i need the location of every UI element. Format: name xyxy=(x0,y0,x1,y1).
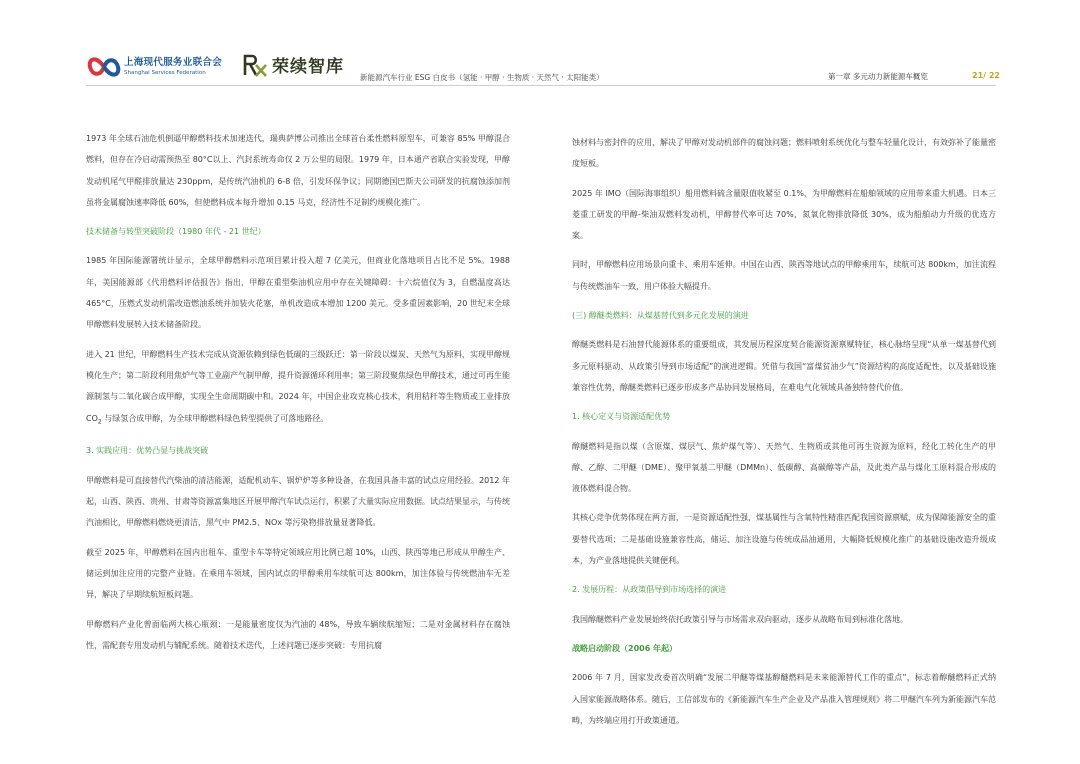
header-divider xyxy=(86,85,996,86)
subsection-heading: 战略启动阶段（2006 年起） xyxy=(572,643,678,653)
federation-name-en: Shanghai Services Federation xyxy=(124,69,206,76)
paragraph: 醇醚燃料是指以煤（含原煤、煤层气、焦炉煤气等）、天然气、生物质或其他可再生资源为原料，经化工转化生产的甲醇、乙醇、二甲醚（DME）、聚甲氧基二甲醚（DMMn）、低碳醇、高碳醇等产品，及此类产品与煤化工原料混合形成的液体燃料混合物。 xyxy=(572,441,996,494)
paragraph: 蚀材料与密封件的应用，解决了甲醇对发动机部件的腐蚀问题；燃料喷射系统优化与整车轻量化设计，有效弥补了能量密度短板。 xyxy=(572,138,996,169)
section-heading: 1. 核心定义与资源适配优势 xyxy=(572,412,671,422)
brand-name: 荣续智库 xyxy=(272,57,344,77)
paragraph-text: 进入 21 世纪，甲醇燃料生产技术完成从资源依赖到绿色低碳的三级跃迁：第一阶段以煤炭、天然气为原料，实现甲醇规模化生产；第二阶段利用焦炉气等工业副产气制甲醇，提升资源循环利用率；第三阶段聚焦绿色甲醇技术，通过可再生能源制氢与二氧化碳合成甲醇，实现全生命周期碳中和。2024 年，中国企业攻克核心技术，利用秸秆等生物质或工业排放 CO xyxy=(86,349,510,423)
paragraph: 2006 年 7 月，国家发改委首次明确“发展二甲醚等煤基醇醚燃料是未来能源替代工作的重点”，标志着醇醚燃料正式纳入国家能源战略体系。随后，工信部发布的《新能源汽车生产企业及产品准入管理规则》将二甲醚汽车列为新能源汽车范畴，为终端应用打开政策通道。 xyxy=(572,673,996,725)
federation-logo xyxy=(86,51,222,83)
page-header xyxy=(0,0,1080,100)
paragraph: 甲醇燃料是可直接替代汽柴油的清洁能源，适配机动车、锅炉炉等多种设备，在我国具备丰富的试点应用经验。2012 年起，山西、陕西、贵州、甘肃等资源富集地区开展甲醇汽车试点运行，积累了大量实际应用数据。试点结果显示，与传统汽油相比，甲醇燃料燃烧更清洁，黑气中 PM2.5、NOx 等污染物排放量显著降低。 xyxy=(86,475,510,528)
federation-name: 上海现代服务业联合会 xyxy=(124,57,223,68)
federation-logo-icon xyxy=(86,51,122,83)
rx-logo-icon xyxy=(242,53,268,77)
paragraph: 甲醇燃料产业化曾面临两大核心瓶颈：一是能量密度仅为汽油的 48%，导致车辆续航缩短；二是对金属材料存在腐蚀性，需配套专用发动机与辅配系统。随着技术迭代，上述问题已逐步突破：专用抗腐 xyxy=(86,619,510,650)
paragraph: 我国醇醚燃料产业发展始终依托政策引导与市场需求双向驱动，逐步从战略布局到标准化落地。 xyxy=(572,614,908,624)
paragraph: 截至 2025 年，甲醇燃料在国内出租车、重型卡车等特定领域应用比例已超 10%，山西、陕西等地已形成从甲醇生产、储运到加注应用的完整产业链。在乘用车领域，国内试点的甲醇乘用车续航可达 800km，加注体验与传统燃油车无差异，解决了早期续航短板问题。 xyxy=(86,547,510,600)
subscript: 2 xyxy=(97,418,102,426)
paragraph: 同时，甲醇燃料应用场景向重卡、乘用车延伸。中国在山西、陕西等地试点的甲醇乘用车，续航可达 800km，加注流程与传统燃油车一致，用户体验大幅提升。 xyxy=(572,260,996,291)
left-column xyxy=(86,128,510,664)
section-heading: 3. 实践应用：优势凸显与挑战突破 xyxy=(86,446,209,456)
section-heading: (三) 醇醚类燃料：从煤基替代到多元化发展的演进 xyxy=(572,311,749,321)
paragraph: 其核心竞争优势体现在两方面，一是资源适配性强，煤基属性与含氧特性精准匹配我国资源禀赋，成为保障能源安全的重要替代选项；二是基础设施兼容性高，储运、加注设施与传统成品油通用，大幅降低规模化推广的基础设施改造升级成本，为产业落地提供关键便利。 xyxy=(572,513,996,566)
document-title: 新能源汽车行业 ESG 白皮书（氢能 · 甲醇 · 生物质 · 天然气 · 太阳能类） xyxy=(360,73,604,82)
paragraph-text: 与绿氢合成甲醇，为全球甲醇燃料绿色转型提供了可落地路径。 xyxy=(101,413,329,423)
paragraph: 1985 年国际能源署统计显示，全球甲醇燃料示范项目累计投入超 7 亿美元，但商业化落地项目占比不足 5%。1988 年，美国能源部《代用燃料评估报告》指出，甲醇在重型柴油机应用中存在关键障碍：十六烷值仅为 3，自燃温度高达 465°C，压燃式发动机需改造燃油系统并加装火花塞，单机改造成本增加 1200 美元。受多重因素影响，20 世纪末全球甲醇燃料发展转入技术储备阶段。 xyxy=(86,256,510,330)
paragraph: 醇醚类燃料是石油替代能源体系的重要组成，其发展历程深度契合能源资源禀赋特征，核心脉络呈现“从单一煤基替代到多元原料驱动、从政策引导到市场适配”的演进逻辑。凭借与我国“富煤贫油少气”资源结构的高度适配性，以及基础设施兼容性优势，醇醚类燃料已逐步形成多产品协同发展格局，在难电气化领域具备独特替代价值。 xyxy=(572,340,996,392)
paragraph xyxy=(86,344,510,433)
section-heading: 2. 发展历程：从政策倡导到市场选择的演进 xyxy=(572,585,727,595)
brand-logo xyxy=(242,52,344,77)
right-column xyxy=(572,132,996,739)
section-heading: 技术储备与转型突破阶段（1980 年代 - 21 世纪） xyxy=(86,227,266,237)
paragraph: 2025 年 IMO（国际海事组织）船用燃料硫含量限值收紧至 0.1%，为甲醇燃料在船舶领域的应用带来重大机遇。日本三菱重工研发的甲醇-柴油双燃料发动机，甲醇替代率可达 70%，氮氧化物排放降低 30%，成为船舶动力升级的优选方案。 xyxy=(572,188,996,241)
chapter-title: 第一章 多元动力新能源车概览 xyxy=(828,72,928,81)
page-number: 21/ 22 xyxy=(972,71,1000,80)
paragraph: 1973 年全球石油危机倒逼甲醇燃料技术加速迭代，瑞典萨博公司推出全球首台柔性燃料原型车，可兼容 85% 甲醇混合燃料，但存在冷启动需预热至 80°C以上、汽封系统寿命仅 2 万公里的局限。1979 年，日本通产省联合实验发现，甲醇发动机尾气甲醛排放量达 230ppm，是传统汽油机的 6-8 倍，引发环保争议；同期德国巴斯夫公司研发的抗腐蚀添加剂虽将金属腐蚀速率降低 60%，但使燃料成本每升增加 0.15 马克，经济性不足制约规模化推广。 xyxy=(86,134,510,207)
